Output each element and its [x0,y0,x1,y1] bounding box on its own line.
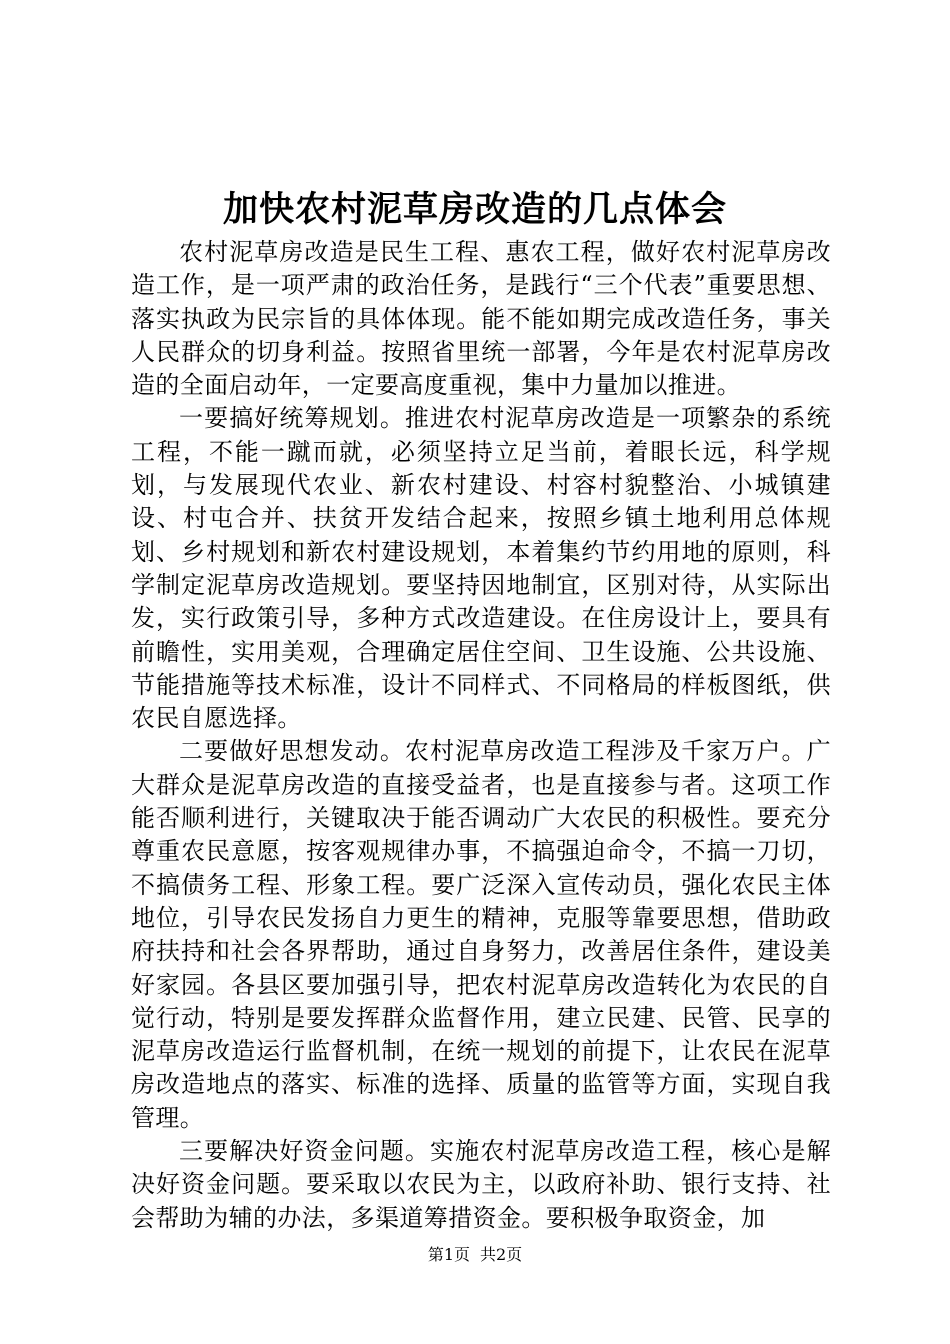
document-title: 加快农村泥草房改造的几点体会 [222,189,727,230]
page-number-current: 第1页 [427,1245,470,1264]
document-body [131,236,831,1235]
paragraph-planning: 一要搞好统筹规划。推进农村泥草房改造是一项繁杂的系统工程，不能一蹴而就，必须坚持立足当前，着眼长远，科学规划，与发展现代农业、新农村建设、村容村貌整治、小城镇建设、村屯合并、扶贫开发结合起来，按照乡镇土地利用总体规划、乡村规划和新农村建设规划，本着集约节约用地的原则，科学制定泥草房改造规划。要坚持因地制宜，区别对待，从实际出发，实行政策引导，多种方式改造建设。在住房设计上，要具有前瞻性，实用美观，合理确定居住空间、卫生设施、公共设施、节能措施等技术标准，设计不同样式、不同格局的样板图纸，供农民自愿选择。 [131,404,831,733]
page-number-total: 共2页 [480,1245,523,1264]
page-footer [0,1244,950,1266]
paragraph-funding: 三要解决好资金问题。实施农村泥草房改造工程，核心是解决好资金问题。要采取以农民为主，以政府补助、银行支持、社会帮助为辅的办法，多渠道筹措资金。要积极争取资金，加 [131,1137,831,1232]
paragraph-mobilization: 二要做好思想发动。农村泥草房改造工程涉及千家万户。广大群众是泥草房改造的直接受益者，也是直接参与者。这项工作能否顺利进行，关键取决于能否调动广大农民的积极性。要充分尊重农民意愿，按客观规律办事，不搞强迫命令，不搞一刀切，不搞债务工程、形象工程。要广泛深入宣传动员，强化农民主体地位，引导农民发扬自力更生的精神，克服等靠要思想，借助政府扶持和社会各界帮助，通过自身努力，改善居住条件，建设美好家园。各县区要加强引导，把农村泥草房改造转化为农民的自觉行动，特别是要发挥群众监督作用，建立民建、民管、民享的泥草房改造运行监督机制，在统一规划的前提下，让农民在泥草房改造地点的落实、标准的选择、质量的监管等方面，实现自我管理。 [131,737,831,1132]
paragraph-intro: 农村泥草房改造是民生工程、惠农工程，做好农村泥草房改造工作，是一项严肃的政治任务，是践行“三个代表”重要思想、落实执政为民宗旨的具体体现。能不能如期完成改造任务，事关人民群众的切身利益。按照省里统一部署，今年是农村泥草房改造的全面启动年，一定要高度重视，集中力量加以推进。 [131,238,831,400]
